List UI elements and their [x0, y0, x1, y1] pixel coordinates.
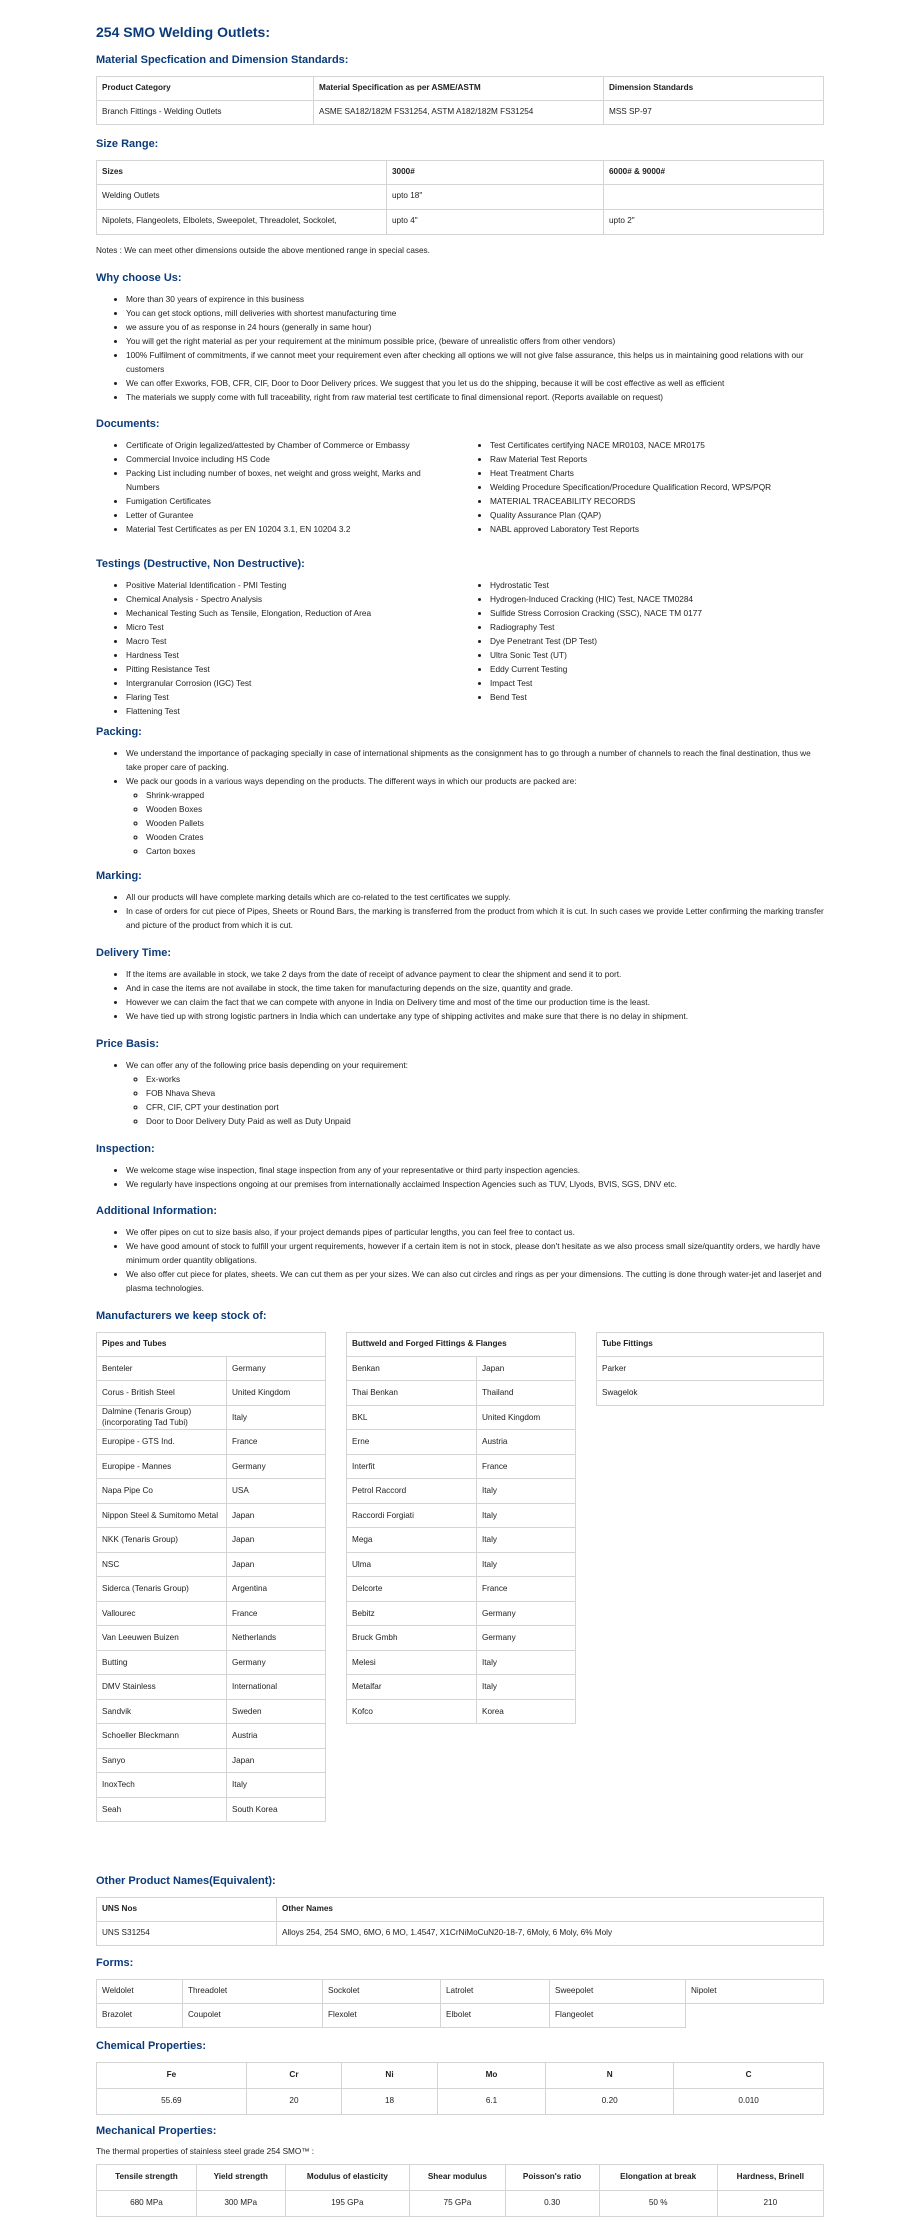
why-list: [96, 292, 824, 404]
list-item: ◦ FOB Nhava Sheva: [146, 1086, 824, 1100]
table-header: UNS Nos: [97, 1897, 277, 1921]
list-item: ◦ Wooden Pallets: [146, 816, 824, 830]
table-cell: upto 18": [387, 184, 604, 209]
manufacturer-name: Europipe - GTS Ind.: [97, 1430, 227, 1455]
list-item-text: We can offer any of the following price basis depending on your requirement:: [126, 1059, 408, 1070]
manufacturer-country: Italy: [477, 1675, 576, 1700]
table-cell: 20: [246, 2088, 342, 2114]
list-item: • Eddy Current Testing: [490, 662, 824, 676]
pipes-table: [96, 1332, 326, 1823]
list-item: • Certificate of Origin legalized/attested by Chamber of Commerce or Embassy: [126, 438, 440, 452]
manufacturer-name: Kofco: [347, 1699, 477, 1724]
manufacturer-country: Germany: [227, 1650, 326, 1675]
list-item: • Dye Penetrant Test (DP Test): [490, 634, 824, 648]
manufacturer-name: Interfit: [347, 1454, 477, 1479]
table-row: [97, 1724, 326, 1749]
table-row: [347, 1430, 576, 1455]
table-row: [97, 1675, 326, 1700]
list-item: ◦ Shrink-wrapped: [146, 788, 824, 802]
list-item: [126, 1058, 824, 1128]
manufacturer-country: Austria: [477, 1430, 576, 1455]
manufacturer-country: South Korea: [227, 1797, 326, 1822]
table-row: [347, 1552, 576, 1577]
manufacturer-name: Petrol Raccord: [347, 1479, 477, 1504]
packing-sublist: [126, 788, 824, 858]
manufacturer-name: Corus - British Steel: [97, 1381, 227, 1406]
list-item: • Chemical Analysis - Spectro Analysis: [126, 592, 460, 606]
table-header: Tensile strength: [97, 2164, 197, 2190]
list-item: • We welcome stage wise inspection, final stage inspection from any of your representative or third party inspection agencies.: [126, 1163, 824, 1177]
forms-section: [96, 1955, 824, 2028]
manufacturer-country: Argentina: [227, 1577, 326, 1602]
table-header: 6000# & 9000#: [604, 160, 824, 184]
manufacturer-name: NKK (Tenaris Group): [97, 1528, 227, 1553]
list-item: • Commercial Invoice including HS Code: [126, 452, 440, 466]
list-item: [126, 774, 824, 858]
table-row: [97, 1356, 326, 1381]
additional-section: [96, 1203, 824, 1295]
table-cell: 195 GPa: [285, 2190, 410, 2216]
documents-section: [96, 416, 824, 536]
testings-left-list: [96, 578, 460, 718]
manufacturer-country: Italy: [477, 1503, 576, 1528]
list-item: • We also offer cut piece for plates, sheets. We can cut them as per your sizes. We can also cut circles and rings as per your dimensions. The cutting is done through water-jet and laserjet and plasma technologies.: [126, 1267, 824, 1295]
list-item: • Welding Procedure Specification/Procedure Qualification Record, WPS/PQR: [490, 480, 824, 494]
manufacturer-name: Swagelok: [597, 1381, 824, 1406]
manufacturer-country: Thailand: [477, 1381, 576, 1406]
table-row: [347, 1601, 576, 1626]
testings-heading: Testings (Destructive, Non Destructive):: [96, 558, 305, 570]
testings-section: [96, 556, 824, 718]
table-header: C: [674, 2062, 824, 2088]
additional-list: [96, 1225, 824, 1295]
manufacturer-country: Italy: [477, 1650, 576, 1675]
table-cell: Nipolets, Flangeolets, Elbolets, Sweepolet, Threadolet, Sockolet,: [97, 209, 387, 234]
price-heading: Price Basis:: [96, 1038, 159, 1050]
table-header: Elongation at break: [599, 2164, 717, 2190]
table-header: Hardness, Brinell: [717, 2164, 823, 2190]
list-item: • Hardness Test: [126, 648, 460, 662]
additional-heading: Additional Information:: [96, 1205, 217, 1217]
table-row: [97, 1479, 326, 1504]
list-item: • Radiography Test: [490, 620, 824, 634]
list-item: • NABL approved Laboratory Test Reports: [490, 522, 824, 536]
list-item: • We offer pipes on cut to size basis also, if your project demands pipes of particular lengths, you can feel free to contact us.: [126, 1225, 824, 1239]
table-cell: Flangeolet: [550, 2003, 686, 2027]
price-list: [96, 1058, 824, 1128]
list-item: • The materials we supply come with full traceability, right from raw material test certificate to final dimensional report. (Reports available on request): [126, 390, 824, 404]
table-row: [97, 1405, 326, 1430]
manufacturer-country: Japan: [227, 1748, 326, 1773]
table-header: Material Specification as per ASME/ASTM: [314, 76, 604, 100]
table-cell: Brazolet: [97, 2003, 183, 2027]
manufacturer-name: Dalmine (Tenaris Group) (incorporating Tad Tubi): [97, 1405, 227, 1430]
delivery-heading: Delivery Time:: [96, 947, 172, 959]
table-row: [347, 1356, 576, 1381]
table-row: [97, 1601, 326, 1626]
other-names-heading: Other Product Names(Equivalent):: [96, 1875, 276, 1887]
empty-cell: [686, 2003, 824, 2027]
manufacturer-name: Benteler: [97, 1356, 227, 1381]
table-header: Other Names: [277, 1897, 824, 1921]
notes-text: Notes : We can meet other dimensions outside the above mentioned range in special cases.: [96, 246, 430, 255]
table-cell: Nipolet: [686, 1979, 824, 2003]
list-item: • And in case the items are not availabe in stock, the time taken for manufacturing depends on the size, quantity and grade.: [126, 981, 824, 995]
material-section: [96, 52, 824, 125]
list-item: • Flattening Test: [126, 704, 460, 718]
table-cell: Latrolet: [441, 1979, 550, 2003]
manufacturer-name: Bebitz: [347, 1601, 477, 1626]
list-item: • Mechanical Testing Such as Tensile, Elongation, Reduction of Area: [126, 606, 460, 620]
table-cell: Flexolet: [323, 2003, 441, 2027]
table-row: [97, 1528, 326, 1553]
table-cell: Welding Outlets: [97, 184, 387, 209]
list-item: • If the items are available in stock, we take 2 days from the date of receipt of advance payment to clear the shipment and send it to port.: [126, 967, 824, 981]
table-row: [97, 1626, 326, 1651]
other-names-section: [96, 1873, 824, 1946]
table-header: Sizes: [97, 160, 387, 184]
table-header: Pipes and Tubes: [97, 1332, 326, 1356]
size-table: [96, 160, 824, 235]
list-item: • However we can claim the fact that we can compete with anyone in India on Delivery time and most of the time our production time is the least.: [126, 995, 824, 1009]
table-row: [347, 1454, 576, 1479]
list-item: • MATERIAL TRACEABILITY RECORDS: [490, 494, 824, 508]
table-cell: Threadolet: [183, 1979, 323, 2003]
table-cell: 50 %: [599, 2190, 717, 2216]
list-item: ◦ CFR, CIF, CPT your destination port: [146, 1100, 824, 1114]
manufacturer-country: Austria: [227, 1724, 326, 1749]
manufacturer-country: Netherlands: [227, 1626, 326, 1651]
table-cell: UNS S31254: [97, 1921, 277, 1945]
table-cell: 0.010: [674, 2088, 824, 2114]
list-item: • Raw Material Test Reports: [490, 452, 824, 466]
table-row: [97, 1552, 326, 1577]
manufacturer-country: Germany: [477, 1626, 576, 1651]
documents-heading: Documents:: [96, 418, 160, 430]
mechanical-section: [96, 2123, 824, 2217]
table-row: [347, 1675, 576, 1700]
marking-section: [96, 868, 824, 932]
table-cell: 210: [717, 2190, 823, 2216]
testings-right-list: [460, 578, 824, 718]
inspection-section: [96, 1141, 824, 1191]
table-header: Dimension Standards: [604, 76, 824, 100]
list-item: • Intergranular Corrosion (IGC) Test: [126, 676, 460, 690]
list-item: ◦ Wooden Boxes: [146, 802, 824, 816]
table-cell: 300 MPa: [196, 2190, 285, 2216]
size-section: [96, 136, 824, 235]
table-cell: Branch Fittings - Welding Outlets: [97, 100, 314, 124]
manufacturer-name: Schoeller Bleckmann: [97, 1724, 227, 1749]
list-item: • 100% Fulfilment of commitments, if we cannot meet your requirement even after checking all options we will not give false assurance, this helps us in maintaining good relations with our customers: [126, 348, 824, 376]
manufacturer-name: Mega: [347, 1528, 477, 1553]
manufacturer-country: Italy: [477, 1479, 576, 1504]
manufacturer-country: Japan: [477, 1356, 576, 1381]
manufacturer-name: Thai Benkan: [347, 1381, 477, 1406]
table-row: [347, 1577, 576, 1602]
list-item: • Test Certificates certifying NACE MR0103, NACE MR0175: [490, 438, 824, 452]
list-item: • Packing List including number of boxes, net weight and gross weight, Marks and Numbers: [126, 466, 440, 494]
list-item: • We regularly have inspections ongoing at our premises from internationally acclaimed Inspection Agencies such as TUV, Llyods, BVIS, SGS, DNV etc.: [126, 1177, 824, 1191]
inspection-list: [96, 1163, 824, 1191]
manufacturer-country: Japan: [227, 1528, 326, 1553]
list-item: • Sulfide Stress Corrosion Cracking (SSC), NACE TM 0177: [490, 606, 824, 620]
table-header: Shear modulus: [410, 2164, 505, 2190]
list-item: • You will get the right material as per your requirement at the minimum possible price, (beware of unrealistic offers from other vendors): [126, 334, 824, 348]
manufacturer-name: BKL: [347, 1405, 477, 1430]
table-row: [97, 1577, 326, 1602]
table-cell: upto 4": [387, 209, 604, 234]
table-row: [347, 1528, 576, 1553]
table-cell: 75 GPa: [410, 2190, 505, 2216]
list-item: • Macro Test: [126, 634, 460, 648]
manufacturer-country: Italy: [227, 1405, 326, 1430]
table-header: Product Category: [97, 76, 314, 100]
material-table: [96, 76, 824, 125]
list-item: • Quality Assurance Plan (QAP): [490, 508, 824, 522]
list-item: ◦ Door to Door Delivery Duty Paid as well as Duty Unpaid: [146, 1114, 824, 1128]
table-cell: upto 2": [604, 209, 824, 234]
packing-heading: Packing:: [96, 726, 142, 738]
table-header: N: [546, 2062, 674, 2088]
inspection-heading: Inspection:: [96, 1143, 155, 1155]
table-cell: Coupolet: [183, 2003, 323, 2027]
table-row: [347, 1479, 576, 1504]
manufacturer-name: Metalfar: [347, 1675, 477, 1700]
table-cell: ASME SA182/182M FS31254, ASTM A182/182M FS31254: [314, 100, 604, 124]
manufacturer-country: United Kingdom: [477, 1405, 576, 1430]
manufacturer-name: Butting: [97, 1650, 227, 1675]
table-header: Buttweld and Forged Fittings & Flanges: [347, 1332, 576, 1356]
list-item: ◦ Carton boxes: [146, 844, 824, 858]
manufacturer-name: Ulma: [347, 1552, 477, 1577]
mechanical-heading: Mechanical Properties:: [96, 2125, 217, 2137]
table-header: 3000#: [387, 160, 604, 184]
table-cell: Sockolet: [323, 1979, 441, 2003]
chemical-heading: Chemical Properties:: [96, 2040, 207, 2052]
list-item: • You can get stock options, mill deliveries with shortest manufacturing time: [126, 306, 824, 320]
table-row: [97, 1748, 326, 1773]
forms-table: [96, 1979, 824, 2028]
list-item: • We have tied up with strong logistic partners in India which can undertake any type of shipping activites and make sure that there is no delay in shipment.: [126, 1009, 824, 1023]
list-item: • Letter of Gurantee: [126, 508, 440, 522]
list-item: • In case of orders for cut piece of Pipes, Sheets or Round Bars, the marking is transferred from the product from which it is cut. In such cases we provide Letter confirming the marking transfer and picture of the product from which it is cut.: [126, 904, 824, 932]
list-item: • Flaring Test: [126, 690, 460, 704]
table-row: [97, 1503, 326, 1528]
manufacturer-name: Nippon Steel & Sumitomo Metal: [97, 1503, 227, 1528]
table-row: [347, 1650, 576, 1675]
manufacturer-name: Europipe - Mannes: [97, 1454, 227, 1479]
manufacturer-name: Van Leeuwen Buizen: [97, 1626, 227, 1651]
manufacturer-country: United Kingdom: [227, 1381, 326, 1406]
manufacturer-country: Italy: [227, 1773, 326, 1798]
mechanical-intro: The thermal properties of stainless steel grade 254 SMO™ :: [96, 2146, 314, 2156]
table-row: [97, 1381, 326, 1406]
table-cell: 680 MPa: [97, 2190, 197, 2216]
manufacturer-name: Napa Pipe Co: [97, 1479, 227, 1504]
list-item: • Hydrogen-Induced Cracking (HIC) Test, NACE TM0284: [490, 592, 824, 606]
page-title: 254 SMO Welding Outlets:: [96, 24, 270, 40]
manufacturer-country: France: [227, 1601, 326, 1626]
delivery-section: [96, 945, 824, 1023]
list-item: • Heat Treatment Charts: [490, 466, 824, 480]
price-sublist: [126, 1072, 824, 1128]
why-section: [96, 270, 824, 404]
table-cell: Sweepolet: [550, 1979, 686, 2003]
marking-list: [96, 890, 824, 932]
table-row: [97, 1454, 326, 1479]
table-header: Cr: [246, 2062, 342, 2088]
manufacturer-country: Italy: [477, 1528, 576, 1553]
manufacturer-name: Bruck Gmbh: [347, 1626, 477, 1651]
table-header: Yield strength: [196, 2164, 285, 2190]
table-header: Tube Fittings: [597, 1332, 824, 1356]
list-item: • Micro Test: [126, 620, 460, 634]
manufacturer-name: Benkan: [347, 1356, 477, 1381]
table-cell: 6.1: [437, 2088, 545, 2114]
table-cell: Alloys 254, 254 SMO, 6MO, 6 MO, 1.4547, X1CrNiMoCuN20-18-7, 6Moly, 6 Moly, 6% Moly: [277, 1921, 824, 1945]
manufacturer-name: Erne: [347, 1430, 477, 1455]
manufacturer-country: USA: [227, 1479, 326, 1504]
table-cell: 0.20: [546, 2088, 674, 2114]
list-item: • All our products will have complete marking details which are co-related to the test certificates we supply.: [126, 890, 824, 904]
manufacturer-country: Japan: [227, 1552, 326, 1577]
list-item: • Hydrostatic Test: [490, 578, 824, 592]
list-item: • Impact Test: [490, 676, 824, 690]
size-heading: Size Range:: [96, 138, 159, 150]
table-row: [597, 1356, 824, 1381]
documents-left-list: [96, 438, 460, 536]
table-cell: 18: [342, 2088, 438, 2114]
why-heading: Why choose Us:: [96, 272, 182, 284]
table-row: [347, 1699, 576, 1724]
list-item: • More than 30 years of expirence in this business: [126, 292, 824, 306]
list-item: • We can offer Exworks, FOB, CFR, CIF, Door to Door Delivery prices. We suggest that you let us do the shipping, because it will be cost effective as well as efficient: [126, 376, 824, 390]
price-section: [96, 1036, 824, 1128]
table-cell: Elbolet: [441, 2003, 550, 2027]
table-header: Ni: [342, 2062, 438, 2088]
list-item: • Pitting Resistance Test: [126, 662, 460, 676]
manufacturer-name: InoxTech: [97, 1773, 227, 1798]
manufacturers-section: [96, 1308, 824, 1822]
list-item: • Positive Material Identification - PMI Testing: [126, 578, 460, 592]
manufacturer-name: Parker: [597, 1356, 824, 1381]
table-cell: 55.69: [97, 2088, 247, 2114]
forms-heading: Forms:: [96, 1957, 134, 1969]
table-row: [347, 1503, 576, 1528]
manufacturer-country: France: [227, 1430, 326, 1455]
manufacturer-name: Delcorte: [347, 1577, 477, 1602]
manufacturer-country: France: [477, 1454, 576, 1479]
table-header: Mo: [437, 2062, 545, 2088]
manufacturer-country: International: [227, 1675, 326, 1700]
table-row: [97, 1797, 326, 1822]
list-item: • We have good amount of stock to fulfill your urgent requirements, however if a certain item is not in stock, please don't hesitate as we also process small size/quantity orders, we hardly have minimum order quantity obligations.: [126, 1239, 824, 1267]
list-item: • We understand the importance of packaging specially in case of international shipments as the consignment has to go through a number of channels to reach the final destination, thus we take proper care of packing.: [126, 746, 824, 774]
mechanical-table: [96, 2164, 824, 2217]
table-cell: MSS SP-97: [604, 100, 824, 124]
manufacturer-country: Germany: [477, 1601, 576, 1626]
list-item: • we assure you of as response in 24 hours (generally in same hour): [126, 320, 824, 334]
list-item: • Bend Test: [490, 690, 824, 704]
list-item: • Ultra Sonic Test (UT): [490, 648, 824, 662]
manufacturer-name: Sandvik: [97, 1699, 227, 1724]
table-row: [347, 1381, 576, 1406]
manufacturer-name: Vallourec: [97, 1601, 227, 1626]
table-cell: [604, 184, 824, 209]
table-header: Fe: [97, 2062, 247, 2088]
list-item: ◦ Wooden Crates: [146, 830, 824, 844]
manufacturer-name: NSC: [97, 1552, 227, 1577]
manufacturers-heading: Manufacturers we keep stock of:: [96, 1310, 267, 1322]
buttweld-table: [346, 1332, 576, 1725]
manufacturer-country: Germany: [227, 1454, 326, 1479]
table-row: [347, 1405, 576, 1430]
table-row: [97, 1650, 326, 1675]
manufacturer-country: Japan: [227, 1503, 326, 1528]
table-row: [347, 1626, 576, 1651]
tube-fittings-table: [596, 1332, 824, 1406]
marking-heading: Marking:: [96, 870, 142, 882]
list-item: • Material Test Certificates as per EN 10204 3.1, EN 10204 3.2: [126, 522, 440, 536]
table-row: [97, 1773, 326, 1798]
table-row: [597, 1381, 824, 1406]
manufacturer-name: Melesi: [347, 1650, 477, 1675]
manufacturer-name: Raccordi Forgiati: [347, 1503, 477, 1528]
chemical-table: [96, 2062, 824, 2115]
documents-right-list: [460, 438, 824, 536]
table-header: Modulus of elasticity: [285, 2164, 410, 2190]
manufacturer-name: Sanyo: [97, 1748, 227, 1773]
list-item-text: We pack our goods in a various ways depending on the products. The different ways in which our products are packed are:: [126, 775, 577, 786]
manufacturer-name: DMV Stainless: [97, 1675, 227, 1700]
packing-section: [96, 724, 824, 858]
delivery-list: [96, 967, 824, 1023]
packing-list: [96, 746, 824, 858]
list-item: ◦ Ex-works: [146, 1072, 824, 1086]
manufacturer-name: Siderca (Tenaris Group): [97, 1577, 227, 1602]
list-item: • Fumigation Certificates: [126, 494, 440, 508]
table-cell: Weldolet: [97, 1979, 183, 2003]
other-names-table: [96, 1897, 824, 1946]
table-row: [97, 1699, 326, 1724]
manufacturer-country: Germany: [227, 1356, 326, 1381]
table-row: [97, 1430, 326, 1455]
manufacturer-country: Sweden: [227, 1699, 326, 1724]
table-header: Poisson's ratio: [505, 2164, 599, 2190]
table-cell: 0.30: [505, 2190, 599, 2216]
chemical-section: [96, 2038, 824, 2115]
manufacturer-country: France: [477, 1577, 576, 1602]
material-heading: Material Specfication and Dimension Standards:: [96, 54, 349, 66]
manufacturer-name: Seah: [97, 1797, 227, 1822]
manufacturer-country: Italy: [477, 1552, 576, 1577]
manufacturer-country: Korea: [477, 1699, 576, 1724]
